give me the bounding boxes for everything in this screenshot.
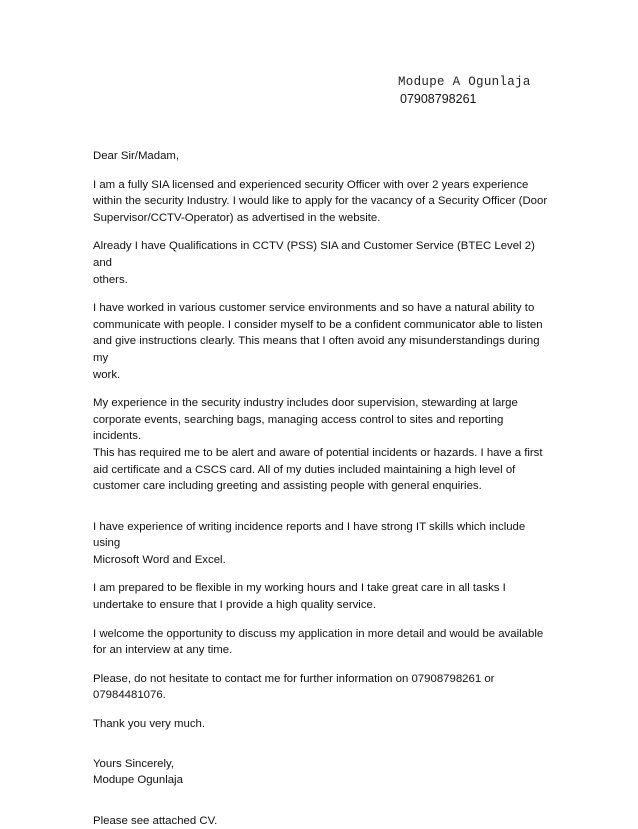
thanks-line: Thank you very much. [93,718,206,731]
sender-name: Modupe A Ogunlaja [398,75,531,89]
signature-name: Modupe Ogunlaja [93,774,183,787]
letter-body [93,148,553,829]
paragraph-it-skills: I have experience of writing incidence reports and I have strong IT skills which include using Microsoft Word and Excel. [93,520,526,566]
paragraph-contact: Please, do not hesitate to contact me for further information on 07908798261 or 07984481076. [93,672,495,702]
salutation: Dear Sir/Madam, [93,150,180,162]
sender-block [398,74,618,107]
postscript: Please see attached CV. [93,814,218,827]
paragraph-security-experience: My experience in the security industry includes door supervision, stewarding at large corporate events, searching bags, managing access control to sites and reporting incidents. This has required me to be alert and aware of potential incidents or hazards. I have a first aid certificate and a CSCS card. All of my duties included maintaining a high level of customer care including greeting and assisting people with general enquiries. [93,397,543,493]
paragraph-flexibility: I am prepared to be flexible in my working hours and I take great care in all tasks I undertake to ensure that I provide a high quality service. [93,582,506,612]
paragraph-customer-service: I have worked in various customer service environments and so have a natural ability to communicate with people. I consider myself to be a confident communicator able to listen and give instructions clearly. This means that I often avoid any misunderstandings during my work. [93,302,543,381]
paragraph-license: I am a fully SIA licensed and experienced security Officer with over 2 years experience within the security Industry. I would like to apply for the vacancy of a Security Officer (Door Supervisor/CCTV-Operator) as advertised in the website. [93,178,548,224]
sender-phone: 07908798261 [400,92,477,106]
paragraph-interview: I welcome the opportunity to discuss my application in more detail and would be available for an interview at any time. [93,627,544,657]
closing-line: Yours Sincerely, [93,757,175,770]
paragraph-qualifications: Already I have Qualifications in CCTV (PSS) SIA and Customer Service (BTEC Level 2) and others. [93,240,535,286]
